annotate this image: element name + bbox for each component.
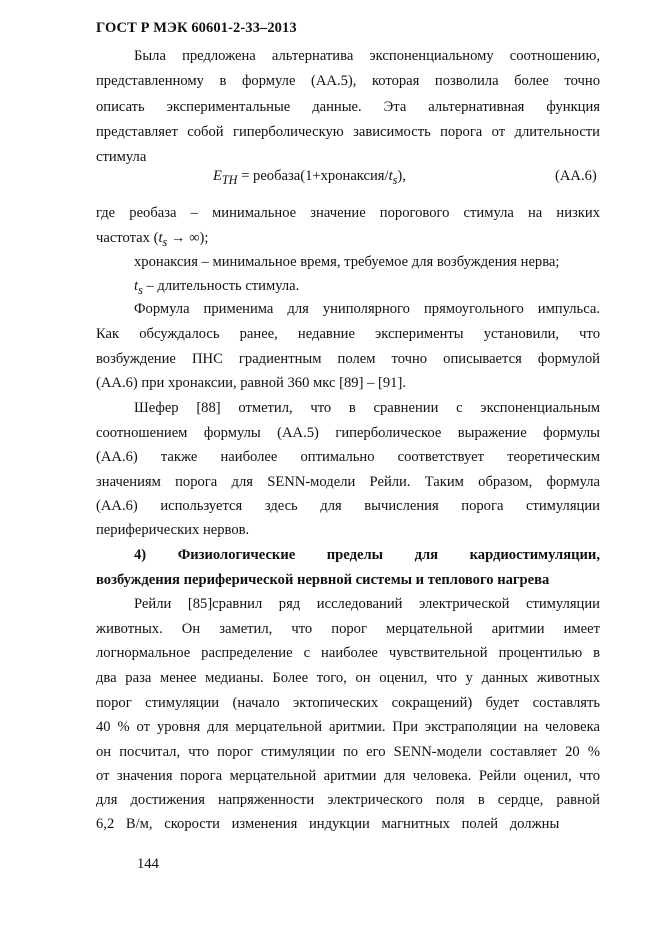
formula-ts: t — [388, 168, 393, 184]
section-heading: 4) Физиологические пределы для кардиостимуляции, — [134, 547, 600, 563]
paragraph-line: стимула — [96, 149, 147, 165]
formula-equals: = — [241, 168, 250, 184]
definition-text: частотах ( — [96, 230, 159, 246]
standard-header: ГОСТ Р МЭК 60601-2-33–2013 — [96, 20, 297, 36]
formula-rhs-prefix: реобаза(1+хронаксия/ — [253, 168, 389, 184]
paragraph-line: он посчитал, что порог стимуляции по его SENN-модели составляет 20 % — [96, 744, 600, 760]
paragraph-line: периферических нервов. — [96, 522, 250, 538]
formula-aa6 — [213, 168, 406, 188]
paragraph-line: (АА.6) используется здесь для вычисления порога стимуляции — [96, 498, 600, 514]
paragraph-line: логнормальное распределение с наиболее чувствительной процентилью в — [96, 645, 600, 661]
arrow-infinity: → ∞ — [167, 230, 200, 246]
definition-where-line — [96, 229, 600, 251]
paragraph-line: 6,2 В/м, скорости изменения индукции магнитных полей должны — [96, 816, 560, 832]
paragraph-line: (АА.6) также наиболее оптимально соответствует теоретическим — [96, 449, 600, 465]
paragraph-line: Была предложена альтернатива экспоненциальному соотношению, — [134, 48, 600, 64]
paragraph-line: для достижения напряженности электрического поля в сердце, равной — [96, 792, 600, 808]
definition-text: ); — [199, 230, 209, 246]
paragraph-line: представленному в формуле (АА.5), которая позволила более точно — [96, 73, 600, 89]
formula-lhs-sub: TH — [221, 172, 238, 187]
paragraph-line: соотношением формулы (АА.5) гиперболическое выражение формулы — [96, 425, 600, 441]
formula-rhs-suffix: ), — [397, 168, 406, 184]
paragraph-line: Как обсуждалось ранее, недавние эксперименты установили, что — [96, 326, 600, 342]
paragraph-line: два раза менее медианы. Более того, он оценил, что у данных животных — [96, 670, 600, 686]
paragraph-line: возбуждение ПНС градиентным полем точно описывается формулой — [96, 351, 600, 367]
formula-lhs: E — [213, 168, 222, 184]
paragraph-line: животных. Он заметил, что порог мерцательной аритмии имеет — [96, 621, 600, 637]
section-heading: возбуждения периферической нервной системы и теплового нагрева — [96, 572, 550, 588]
paragraph-line: порог стимуляции (начало эктопических сокращений) будет составлять — [96, 695, 600, 711]
ts-symbol-sub: s — [138, 282, 143, 297]
definition-where-line: где реобаза – минимальное значение порогового стимула на низких — [96, 205, 600, 221]
definition-chronaxie: хронаксия – минимальное время, требуемое для возбуждения нерва; — [134, 254, 560, 270]
ts-symbol: t — [134, 278, 139, 294]
paragraph-line: представляет собой гиперболическую зависимость порога от длительности — [96, 124, 600, 140]
paragraph-line: Рейли [85]сравнил ряд исследований электрической стимуляции — [134, 596, 600, 612]
definition-text: – длительность стимула. — [142, 278, 300, 294]
paragraph-line: описать экспериментальные данные. Эта альтернативная функция — [96, 99, 600, 115]
paragraph-line: от значения порога мерцательной аритмии для человека. Рейли оценил, что — [96, 768, 600, 784]
definition-ts — [134, 277, 600, 299]
paragraph-line: 40 % от уровня для мерцательной аритмии. При экстраполяции на человека — [96, 719, 600, 735]
paragraph-line: значениям порога для SENN-модели Рейли. Таким образом, формула — [96, 474, 600, 490]
paragraph-line: Формула применима для униполярного прямоугольного импульса. — [134, 301, 600, 317]
page-number: 144 — [137, 856, 159, 872]
equation-number: (АА.6) — [555, 168, 597, 184]
ts-symbol: t — [158, 230, 163, 246]
paragraph-line: (АА.6) при хронаксии, равной 360 мкс [89] – [91]. — [96, 375, 406, 391]
paragraph-line: Шефер [88] отметил, что в сравнении с экспоненциальным — [134, 400, 600, 416]
formula-ts-sub: s — [392, 172, 398, 187]
ts-symbol-sub: s — [162, 234, 168, 249]
